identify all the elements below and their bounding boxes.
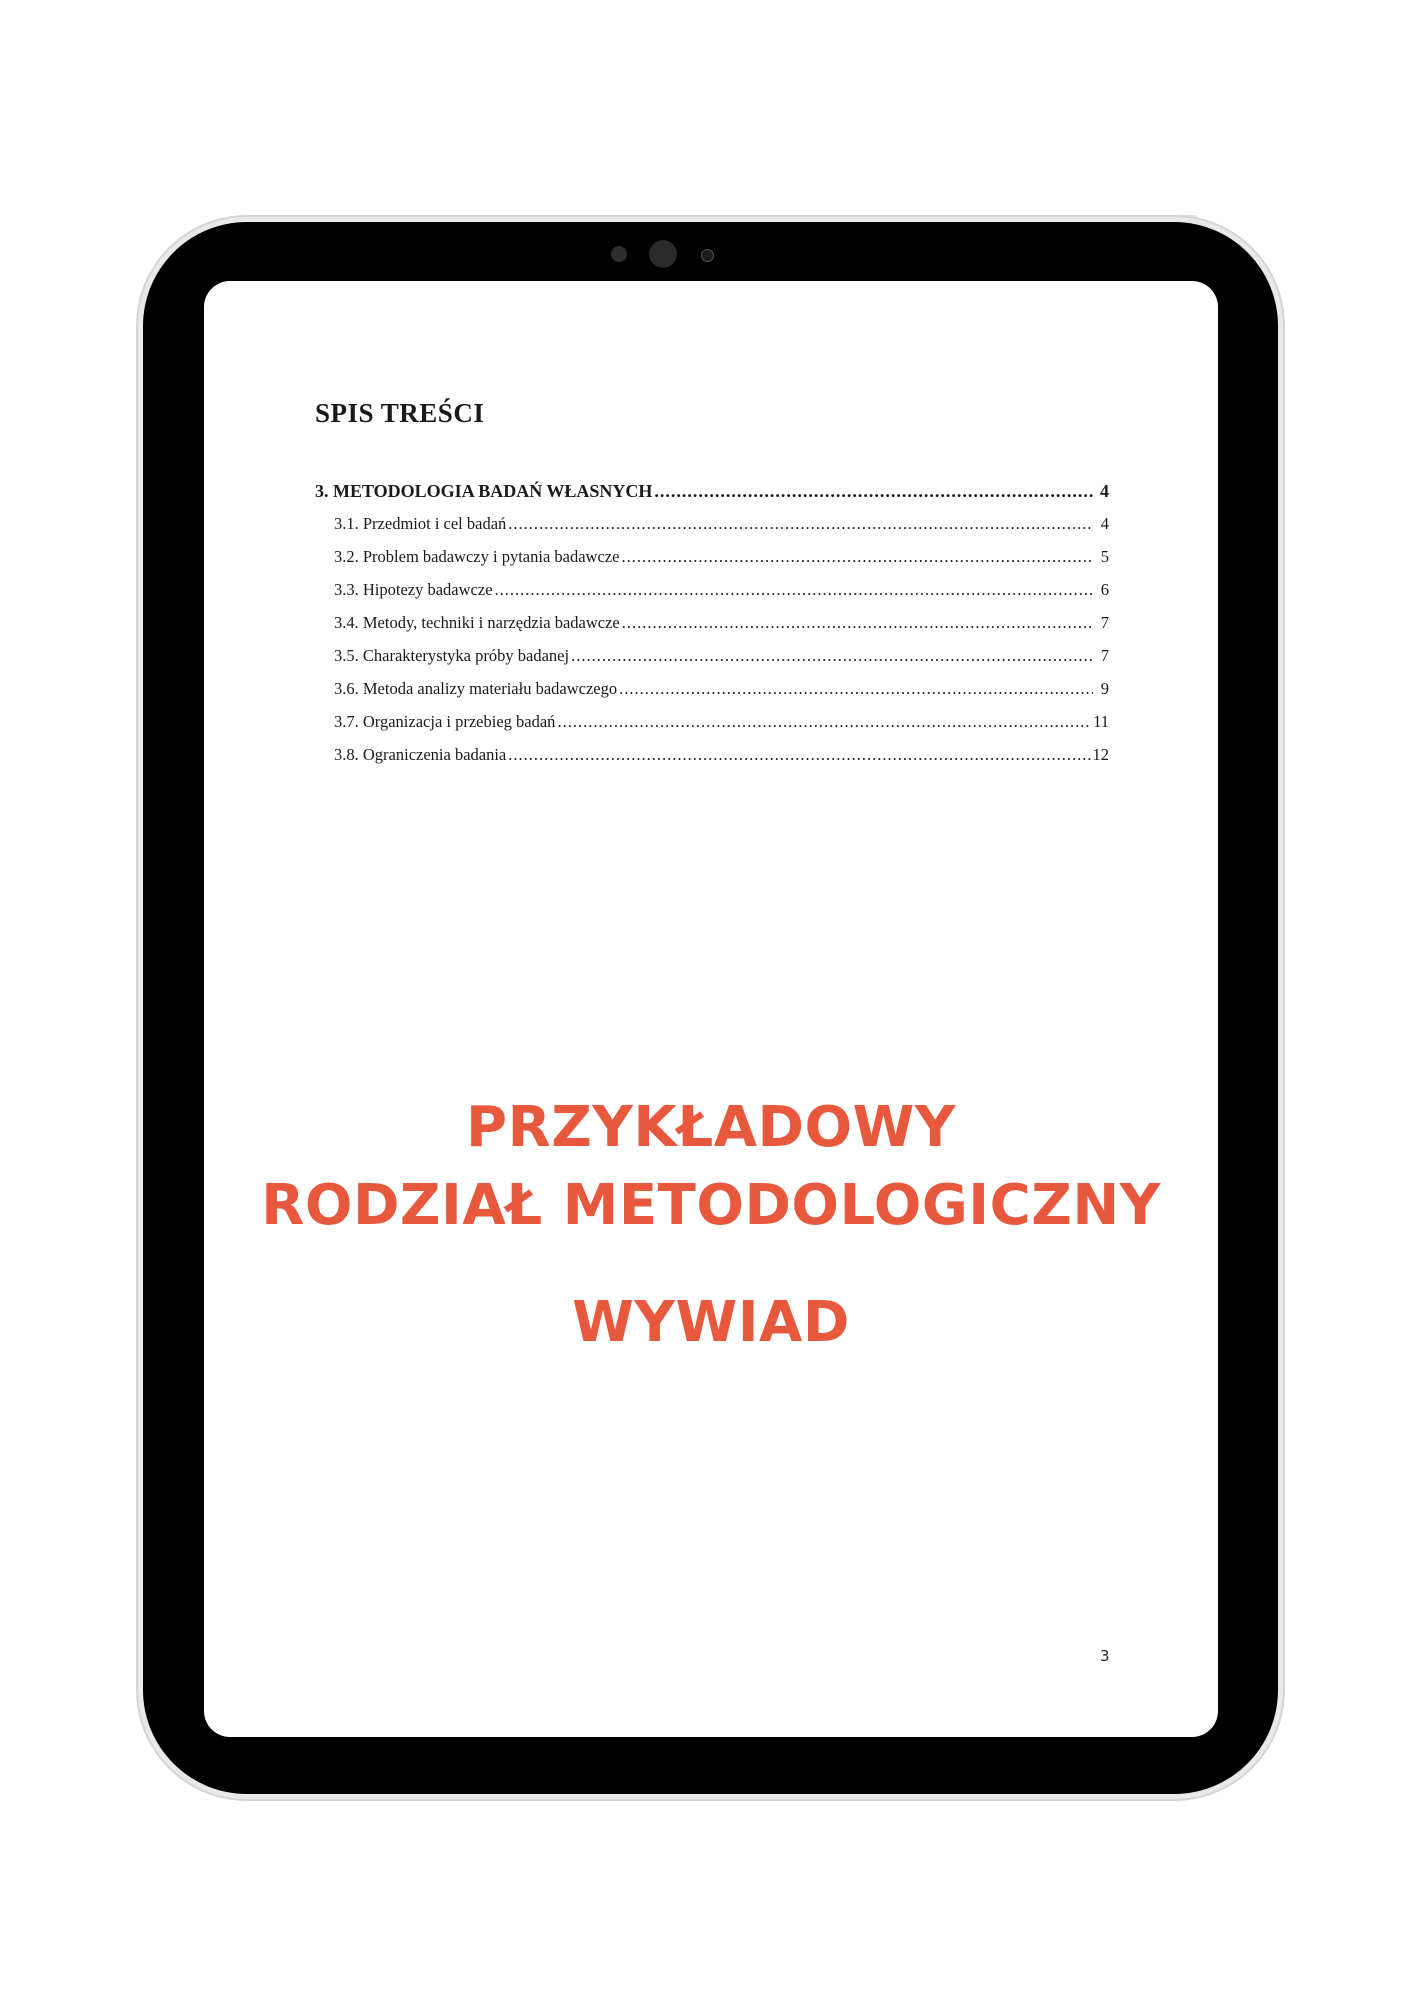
- toc-entry-label: 3.2. Problem badawczy i pytania badawcze: [334, 547, 620, 566]
- toc-entry-page: 6: [1100, 580, 1109, 599]
- camera-lens-icon: [649, 240, 677, 268]
- toc-dot-leader: [508, 745, 1090, 765]
- toc-dot-leader: [622, 613, 1093, 633]
- tablet-volume-up-button: [1277, 344, 1285, 412]
- toc-entry-label: 3.1. Przedmiot i cel badań: [334, 514, 507, 533]
- toc-entry-page: 4: [1100, 481, 1109, 501]
- toc-entry-label: 3.6. Metoda analizy materiału badawczego: [334, 679, 618, 698]
- headline-line-3: WYWIAD: [572, 1290, 850, 1355]
- toc-entry-page: 11: [1093, 712, 1109, 731]
- camera-sensor-icon: [611, 246, 627, 262]
- toc-section-entry[interactable]: [315, 514, 1109, 547]
- toc-section-entry[interactable]: [315, 547, 1109, 580]
- table-of-contents: [315, 481, 1109, 778]
- toc-entry-page: 7: [1100, 613, 1109, 632]
- toc-dot-leader: [619, 679, 1093, 699]
- toc-entry-page: 9: [1100, 679, 1109, 698]
- toc-entry-label: 3.8. Ograniczenia badania: [334, 745, 507, 764]
- toc-section-entry[interactable]: [315, 679, 1109, 712]
- toc-entry-label: 3. METODOLOGIA BADAŃ WŁASNYCH: [315, 481, 653, 501]
- camera-light-icon: [701, 249, 714, 262]
- toc-dot-leader: [508, 514, 1093, 534]
- toc-title: SPIS TREŚCI: [315, 398, 485, 428]
- toc-dot-leader: [557, 712, 1091, 732]
- toc-entry-label: 3.3. Hipotezy badawcze: [334, 580, 493, 599]
- toc-entry-label: 3.7. Organizacja i przebieg badań: [334, 712, 556, 731]
- toc-entry-page: 4: [1100, 514, 1109, 533]
- toc-entry-page: 7: [1100, 646, 1109, 665]
- toc-entry-page: 12: [1092, 745, 1109, 764]
- toc-chapter-entry[interactable]: [315, 481, 1109, 514]
- toc-entry-label: 3.5. Charakterystyka próby badanej: [334, 646, 570, 665]
- toc-dot-leader: [621, 547, 1093, 567]
- toc-section-entry[interactable]: [315, 745, 1109, 778]
- toc-dot-leader: [654, 481, 1093, 502]
- headline-line-2: RODZIAŁ METODOLOGICZNY: [261, 1173, 1161, 1238]
- page-number: 3: [1100, 1647, 1110, 1665]
- toc-dot-leader: [495, 580, 1093, 600]
- toc-dot-leader: [571, 646, 1093, 666]
- toc-section-entry[interactable]: [315, 580, 1109, 613]
- tablet-volume-down-button: [1277, 424, 1285, 492]
- toc-entry-label: 3.4. Metody, techniki i narzędzia badawcze: [334, 613, 620, 632]
- toc-section-entry[interactable]: [315, 613, 1109, 646]
- headline-line-1: PRZYKŁADOWY: [466, 1095, 956, 1160]
- tablet-screen: [204, 281, 1218, 1737]
- toc-section-entry[interactable]: [315, 712, 1109, 745]
- toc-section-entry[interactable]: [315, 646, 1109, 679]
- toc-entry-page: 5: [1100, 547, 1109, 566]
